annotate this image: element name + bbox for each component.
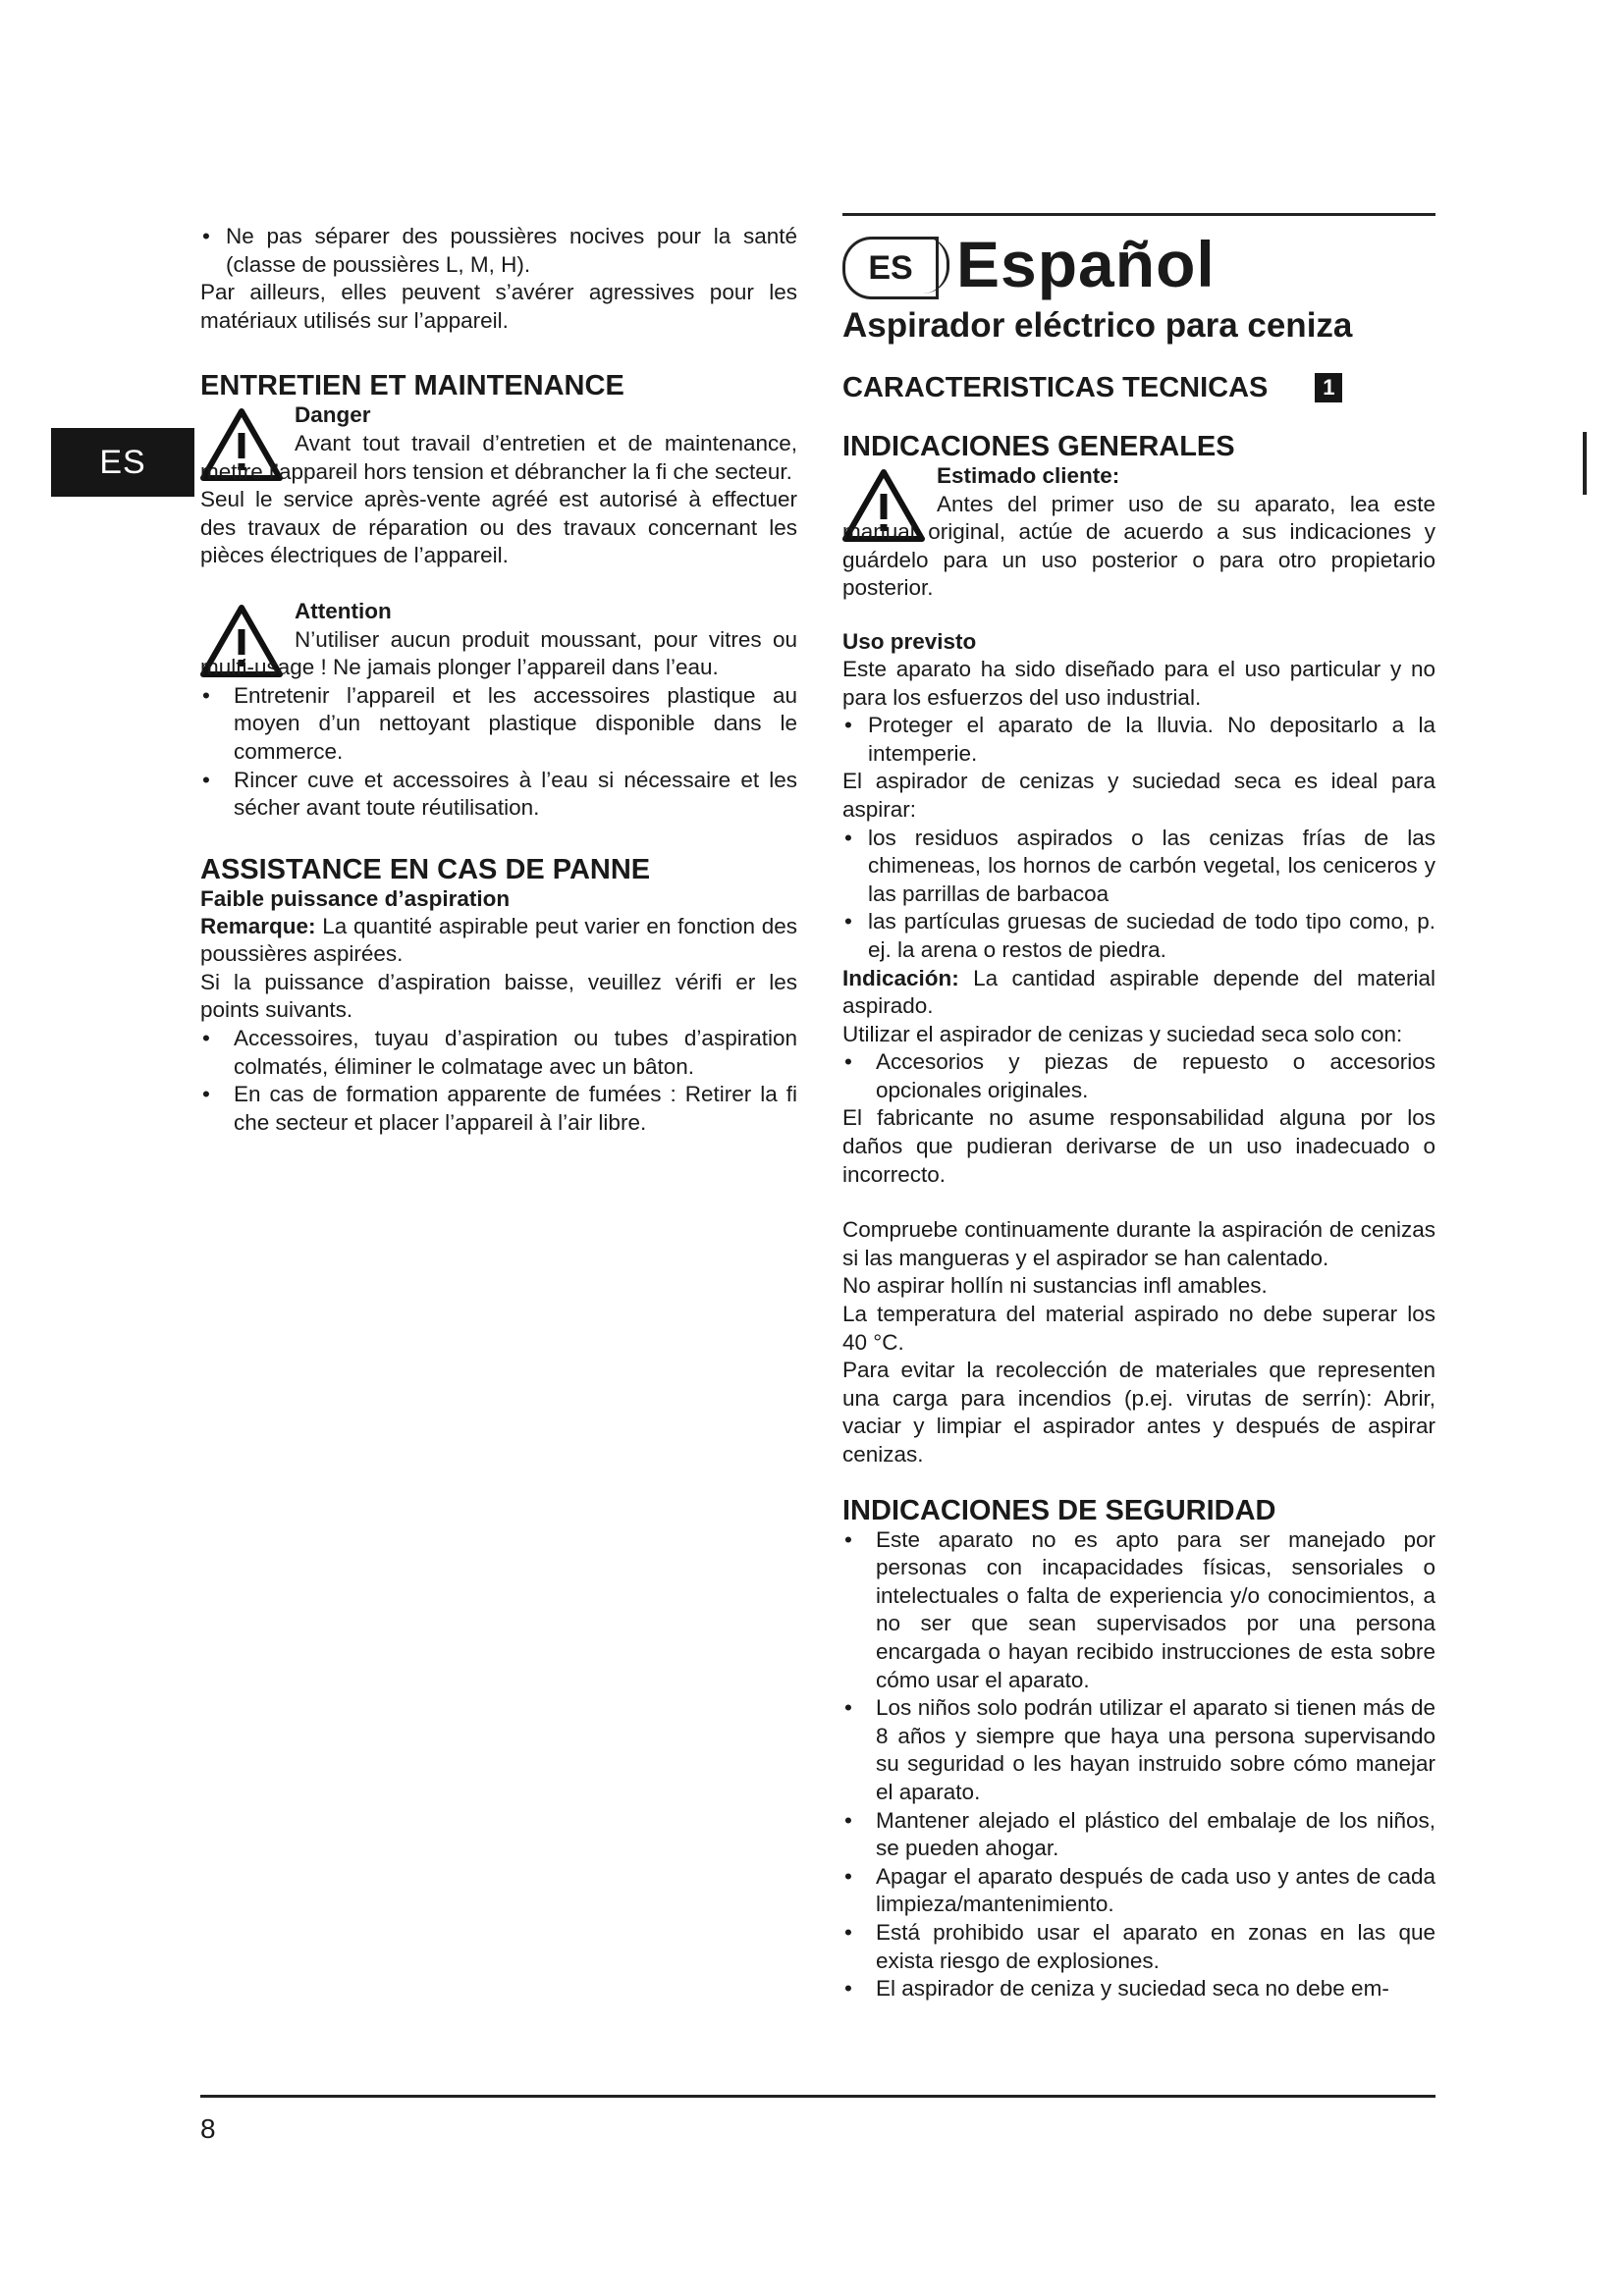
list-item: • Accessoires, tuyau d’aspiration ou tubes d’aspiration colmatés, éliminer le colmatage avec un bâton. <box>202 1026 797 1079</box>
remark-label: Remarque: <box>200 913 316 938</box>
soot-paragraph: No aspirar hollín ni sustancias infl amables. <box>842 1273 1268 1299</box>
notice-text: Antes del primer uso de su aparato, lea este manual original, actúe de acuerdo a sus indicaciones y guárdelo para un uso posterior o para otro propietario posterior. <box>842 491 1435 601</box>
right-column <box>842 223 1435 2003</box>
list-item: • las partículas gruesas de suciedad de todo tipo como, p. ej. la arena o restos de piedra. <box>844 909 1435 962</box>
temperature-paragraph: La temperatura del material aspirado no debe superar los 40 °C. <box>842 1302 1435 1355</box>
maintenance-heading: ENTRETIEN ET MAINTENANCE <box>200 370 624 402</box>
list-item: • Accesorios y piezas de repuesto o accesorios opcionales originales. <box>844 1049 1435 1102</box>
tech-heading-text: CARACTERISTICAS TECNICAS <box>842 372 1269 403</box>
only-with-paragraph: Utilizar el aspirador de cenizas y suciedad seca solo con: <box>842 1021 1403 1046</box>
list-item: • Ne pas séparer des poussières nocives pour la santé (classe de poussières L, M, H). <box>202 224 797 277</box>
list-item-text: Este aparato no es apto para ser manejado por personas con incapacidades físicas, sensoriales o intelectuales o falta de experiencia y/o conocimientos, a no ser que sean supervisados por una persona encargada o hayan recibido instrucciones de esta sobre cómo usar el aparato. <box>876 1526 1435 1692</box>
notice-label: Estimado cliente: <box>937 463 1120 488</box>
list-item-text: Ne pas séparer des poussières nocives pour la santé (classe de poussières L, M, H). <box>226 224 797 277</box>
list-item-text: Está prohibido usar el aparato en zonas en las que exista riesgo de explosiones. <box>876 1919 1435 1973</box>
list-item-text: Apagar el aparato después de cada uso y antes de cada limpieza/mantenimiento. <box>876 1863 1435 1917</box>
indication-label: Indicación: <box>842 965 959 990</box>
list-item-text: Accesorios y piezas de repuesto o accesorios opcionales originales. <box>876 1049 1435 1102</box>
general-heading: INDICACIONES GENERALES <box>842 431 1235 462</box>
language-tab: ES <box>51 428 194 497</box>
page-number: 8 <box>200 2113 216 2144</box>
list-item-text: Mantener alejado el plástico del embalaje de los niños, se pueden ahogar. <box>876 1807 1435 1861</box>
list-item: • los residuos aspirados o las cenizas frías de las chimeneas, los hornos de carbón vegetal, los ceniceros y las parrillas de barbacoa <box>844 825 1435 906</box>
liability-paragraph: El fabricante no asume responsabilidad alguna por los daños que pudieran derivarse de un uso inadecuado o incorrecto. <box>842 1105 1435 1187</box>
language-badge-cap <box>923 237 949 294</box>
document-subtitle: Aspirador eléctrico para ceniza <box>842 306 1353 345</box>
list-item: • Este aparato no es apto para ser manejado por personas con incapacidades físicas, sensoriales o intelectuales o falta de experiencia y/o conocimientos, a no ser que sean supervisados por una persona encargada o hayan recibido instrucciones de esta sobre cómo usar el aparato. <box>844 1526 1435 1692</box>
list-item-text: Accessoires, tuyau d’aspiration ou tubes d’aspiration colmatés, éliminer le colmatage avec un bâton. <box>234 1026 797 1079</box>
bottom-rule <box>200 2095 1435 2098</box>
attention-text: N’utiliser aucun produit moussant, pour vitres ou multi-usage ! Ne jamais plonger l’appareil dans l’eau. <box>200 626 797 680</box>
list-item: • En cas de formation apparente de fumées : Retirer la fi che secteur et placer l’appareil à l’air libre. <box>202 1082 797 1135</box>
list-item: • Apagar el aparato después de cada uso y antes de cada limpieza/mantenimiento. <box>844 1863 1435 1917</box>
list-item: • Rincer cuve et accessoires à l’eau si nécessaire et les sécher avant toute réutilisation. <box>202 767 797 821</box>
list-item-text: Proteger el aparato de la lluvia. No depositarlo a la intemperie. <box>868 713 1435 766</box>
assistance-subheading: Faible puissance d’aspiration <box>200 885 511 911</box>
service-paragraph: Seul le service après-vente agréé est autorisé à effectuer des travaux de réparation ou des travaux concernant les pièces électriques de l’appareil. <box>200 487 797 568</box>
side-marker <box>1583 432 1587 495</box>
figure-reference-badge: 1 <box>1315 373 1342 402</box>
customer-notice <box>842 462 1435 603</box>
attention-notice <box>200 598 797 682</box>
indication-paragraph <box>842 965 1435 1021</box>
danger-label: Danger <box>295 402 371 428</box>
language-code-badge: ES <box>842 237 939 299</box>
tech-heading <box>842 372 1435 403</box>
list-item-text: los residuos aspirados o las cenizas frías de las chimeneas, los hornos de carbón vegetal, los ceniceros y las parrillas de barbacoa <box>868 825 1435 906</box>
assistance-heading: ASSISTANCE EN CAS DE PANNE <box>200 853 651 885</box>
remark-paragraph <box>200 913 797 969</box>
heat-check-paragraph: Compruebe continuamente durante la aspiración de cenizas si las mangueras y el aspirador se han calentado. <box>842 1217 1435 1270</box>
intro-paragraph: Par ailleurs, elles peuvent s’avérer agressives pour les matériaux utilisés sur l’appareil. <box>200 280 797 333</box>
use-heading: Uso previsto <box>842 628 977 654</box>
list-item: • Entretenir l’appareil et les accessoires plastique au moyen d’un nettoyant plastique disponible dans le commerce. <box>202 682 797 764</box>
list-item-text: las partículas gruesas de suciedad de todo tipo como, p. ej. la arena o restos de piedra. <box>868 909 1435 962</box>
list-item: • El aspirador de ceniza y suciedad seca no debe em- <box>844 1976 1389 2002</box>
use-paragraph: Este aparato ha sido diseñado para el uso particular y no para los esfuerzos del uso industrial. <box>842 656 1435 710</box>
language-name: Español <box>956 228 1216 300</box>
ideal-paragraph: El aspirador de cenizas y suciedad seca es ideal para aspirar: <box>842 769 1435 822</box>
list-item: • Proteger el aparato de la lluvia. No depositarlo a la intemperie. <box>844 713 1435 766</box>
list-item-text: El aspirador de ceniza y suciedad seca no debe em- <box>876 1976 1389 2002</box>
list-item-text: Entretenir l’appareil et les accessoires plastique au moyen d’un nettoyant plastique disponible dans le commerce. <box>234 682 797 764</box>
left-column <box>200 223 797 1137</box>
danger-text: Avant tout travail d’entretien et de maintenance, mettre l’appareil hors tension et débrancher la fi che secteur. <box>200 430 797 484</box>
remark-text: La quantité aspirable peut varier en fonction des poussières aspirées. <box>200 913 797 967</box>
list-item-text: Los niños solo podrán utilizar el aparato si tienen más de 8 años y siempre que haya una persona supervisando su seguridad o les hayan instruido sobre cómo manejar el aparato. <box>876 1695 1435 1804</box>
check-paragraph: Si la puissance d’aspiration baisse, veuillez vérifi er les points suivants. <box>200 969 797 1023</box>
list-item: • Está prohibido usar el aparato en zonas en las que exista riesgo de explosiones. <box>844 1919 1435 1973</box>
danger-notice <box>200 401 797 486</box>
top-rule-right <box>842 213 1435 216</box>
list-item-text: En cas de formation apparente de fumées : Retirer la fi che secteur et placer l’appareil à l’air libre. <box>234 1082 797 1135</box>
list-item-text: Rincer cuve et accessoires à l’eau si nécessaire et les sécher avant toute réutilisation. <box>234 767 797 821</box>
safety-heading: INDICACIONES DE SEGURIDAD <box>842 1494 1276 1526</box>
list-item: • Los niños solo podrán utilizar el aparato si tienen más de 8 años y siempre que haya una persona supervisando su seguridad o les hayan instruido sobre cómo manejar el aparato. <box>844 1695 1435 1804</box>
list-item: • Mantener alejado el plástico del embalaje de los niños, se pueden ahogar. <box>844 1807 1435 1861</box>
indication-text: La cantidad aspirable depende del material aspirado. <box>842 965 1435 1019</box>
attention-label: Attention <box>295 598 392 623</box>
fire-load-paragraph: Para evitar la recolección de materiales que representen una carga para incendios (p.ej. virutas de serrín): Abrir, vaciar y limpiar el aspirador antes y después de aspirar cenizas. <box>842 1358 1435 1467</box>
language-title <box>842 225 1435 301</box>
